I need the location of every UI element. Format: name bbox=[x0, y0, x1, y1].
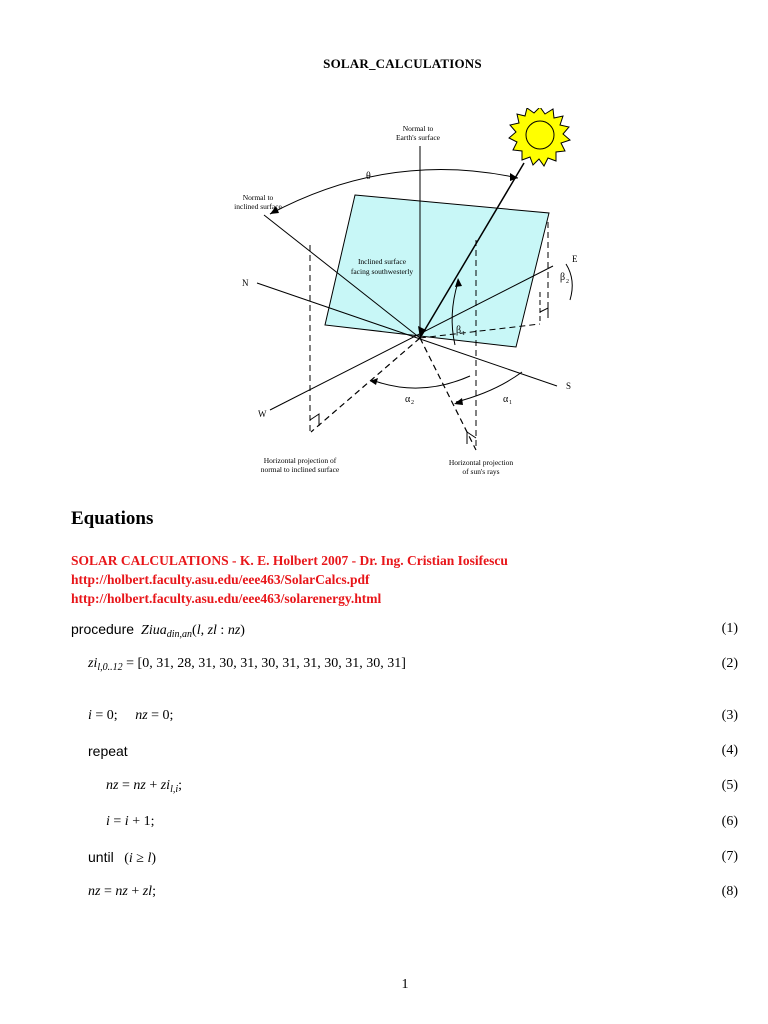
equation-number: (4) bbox=[721, 743, 738, 758]
procedure-keyword: procedure bbox=[71, 621, 135, 637]
equation-number: (7) bbox=[721, 849, 738, 864]
semicolon: ; bbox=[178, 778, 183, 793]
comma: , bbox=[200, 623, 205, 638]
equation-3 bbox=[0, 706, 768, 728]
label-south: S bbox=[566, 381, 572, 391]
right-angle-marker-left bbox=[310, 414, 319, 426]
label-alpha2-sub: 2 bbox=[411, 400, 414, 406]
equation-4 bbox=[0, 741, 768, 763]
label-beta1-sub: 1 bbox=[462, 331, 465, 337]
subscript: l,i bbox=[170, 784, 179, 795]
alpha1-arrow bbox=[454, 398, 463, 405]
reference-link-pdf[interactable]: http://holbert.faculty.asu.edu/eee463/SolarCalcs.pdf bbox=[71, 572, 370, 587]
var-nz: nz bbox=[133, 778, 146, 793]
var-nz: nz bbox=[106, 778, 119, 793]
label-beta2: β bbox=[560, 272, 566, 283]
equation-8-body bbox=[88, 882, 156, 902]
label-normal-inclined-2: inclined surface bbox=[234, 202, 282, 211]
equation-7 bbox=[0, 847, 768, 869]
label-north: N bbox=[242, 278, 249, 288]
equation-6 bbox=[0, 812, 768, 834]
sun-icon bbox=[509, 108, 570, 166]
var-nz: nz bbox=[115, 884, 128, 899]
equals: = bbox=[103, 884, 112, 899]
label-alpha1: α bbox=[503, 394, 509, 405]
equation-4-body bbox=[88, 741, 128, 763]
equation-number: (5) bbox=[721, 778, 738, 793]
label-alpha1-sub: 1 bbox=[509, 400, 512, 406]
arg-l: l bbox=[196, 623, 201, 638]
var-zi: zi bbox=[88, 656, 98, 671]
right-angle-marker-right bbox=[467, 432, 476, 444]
label-normal-earth-1: Normal to bbox=[402, 124, 434, 133]
var-i: i bbox=[88, 708, 92, 723]
arg-nz: nz bbox=[227, 623, 241, 638]
equation-3-body bbox=[88, 706, 173, 726]
var-zl: zl bbox=[142, 884, 153, 899]
projection-of-normal bbox=[311, 338, 420, 432]
alpha1-arc bbox=[456, 372, 522, 402]
var-l: l bbox=[147, 851, 152, 866]
label-east: E bbox=[572, 254, 578, 264]
label-beta2-sub: 2 bbox=[566, 279, 569, 285]
label-alpha2: α bbox=[405, 394, 411, 405]
label-inclined-surface-1: Inclined surface bbox=[357, 257, 407, 266]
paren: ( bbox=[124, 851, 129, 866]
var-i: i bbox=[128, 851, 133, 866]
label-proj-normal-2: normal to inclined surface bbox=[260, 465, 340, 474]
label-proj-sun-1: Horizontal projection bbox=[448, 458, 514, 467]
var-i: i bbox=[124, 814, 129, 829]
label-inclined-surface-2: facing southwesterly bbox=[350, 267, 414, 276]
alpha2-arc bbox=[372, 376, 470, 388]
equation-8 bbox=[0, 882, 768, 904]
references-block bbox=[71, 551, 508, 608]
equals: = bbox=[126, 656, 135, 671]
reference-link-html[interactable]: http://holbert.faculty.asu.edu/eee463/solarenergy.html bbox=[71, 591, 382, 606]
month-days-array: [0, 31, 28, 31, 30, 31, 30, 31, 31, 30, 31, 30, 31] bbox=[137, 656, 406, 671]
page-number: 1 bbox=[401, 977, 409, 992]
increment: + 1; bbox=[132, 814, 155, 829]
paren: ) bbox=[240, 623, 245, 638]
assignment: = 0; bbox=[95, 708, 118, 723]
equals: = bbox=[121, 778, 130, 793]
equation-number: (2) bbox=[721, 656, 738, 671]
solar-geometry-diagram bbox=[228, 108, 580, 480]
equation-number: (1) bbox=[721, 621, 738, 636]
colon: : bbox=[220, 623, 225, 638]
label-beta1: β bbox=[456, 325, 462, 336]
equation-5-body bbox=[106, 776, 182, 797]
var-zi: zi bbox=[160, 778, 171, 793]
equation-6-body bbox=[106, 812, 154, 832]
right-angle-marker-east bbox=[540, 308, 548, 318]
equation-number: (6) bbox=[721, 814, 738, 829]
reference-citation: SOLAR CALCULATIONS - K. E. Holbert 2007 - Dr. Ing. Cristian Iosifescu bbox=[71, 553, 508, 568]
assignment: = 0; bbox=[151, 708, 174, 723]
label-proj-sun-2: of sun's rays bbox=[462, 467, 500, 476]
until-keyword: until bbox=[88, 849, 114, 865]
equals: = bbox=[113, 814, 122, 829]
procedure-subscript: din,an bbox=[166, 629, 193, 640]
paren: ) bbox=[151, 851, 156, 866]
label-proj-normal-1: Horizontal projection of bbox=[263, 456, 337, 465]
label-normal-inclined-1: Normal to bbox=[242, 193, 274, 202]
equation-1 bbox=[0, 619, 768, 641]
equation-number: (3) bbox=[721, 708, 738, 723]
document-title: SOLAR_CALCULATIONS bbox=[323, 56, 482, 71]
procedure-name: Ziua bbox=[141, 623, 167, 638]
subscript: l,0..12 bbox=[97, 662, 123, 673]
plus: + bbox=[149, 778, 158, 793]
paren: ( bbox=[192, 623, 197, 638]
equation-2 bbox=[0, 654, 768, 676]
equation-7-body bbox=[88, 847, 156, 869]
plus: + bbox=[131, 884, 140, 899]
semicolon: ; bbox=[152, 884, 156, 899]
alpha2-arrow bbox=[370, 378, 378, 385]
var-nz: nz bbox=[135, 708, 148, 723]
var-i: i bbox=[106, 814, 110, 829]
equation-1-body bbox=[71, 619, 245, 642]
label-theta: θ bbox=[366, 171, 371, 182]
label-normal-earth-2: Earth's surface bbox=[395, 133, 441, 142]
equation-2-body bbox=[88, 654, 406, 675]
arg-zl: zl bbox=[207, 623, 217, 638]
repeat-keyword: repeat bbox=[88, 743, 128, 759]
label-west: W bbox=[258, 409, 267, 419]
greater-equal: ≥ bbox=[136, 851, 144, 866]
equation-number: (8) bbox=[721, 884, 738, 899]
equation-5 bbox=[0, 776, 768, 798]
section-heading: Equations bbox=[71, 508, 154, 529]
var-nz: nz bbox=[88, 884, 101, 899]
